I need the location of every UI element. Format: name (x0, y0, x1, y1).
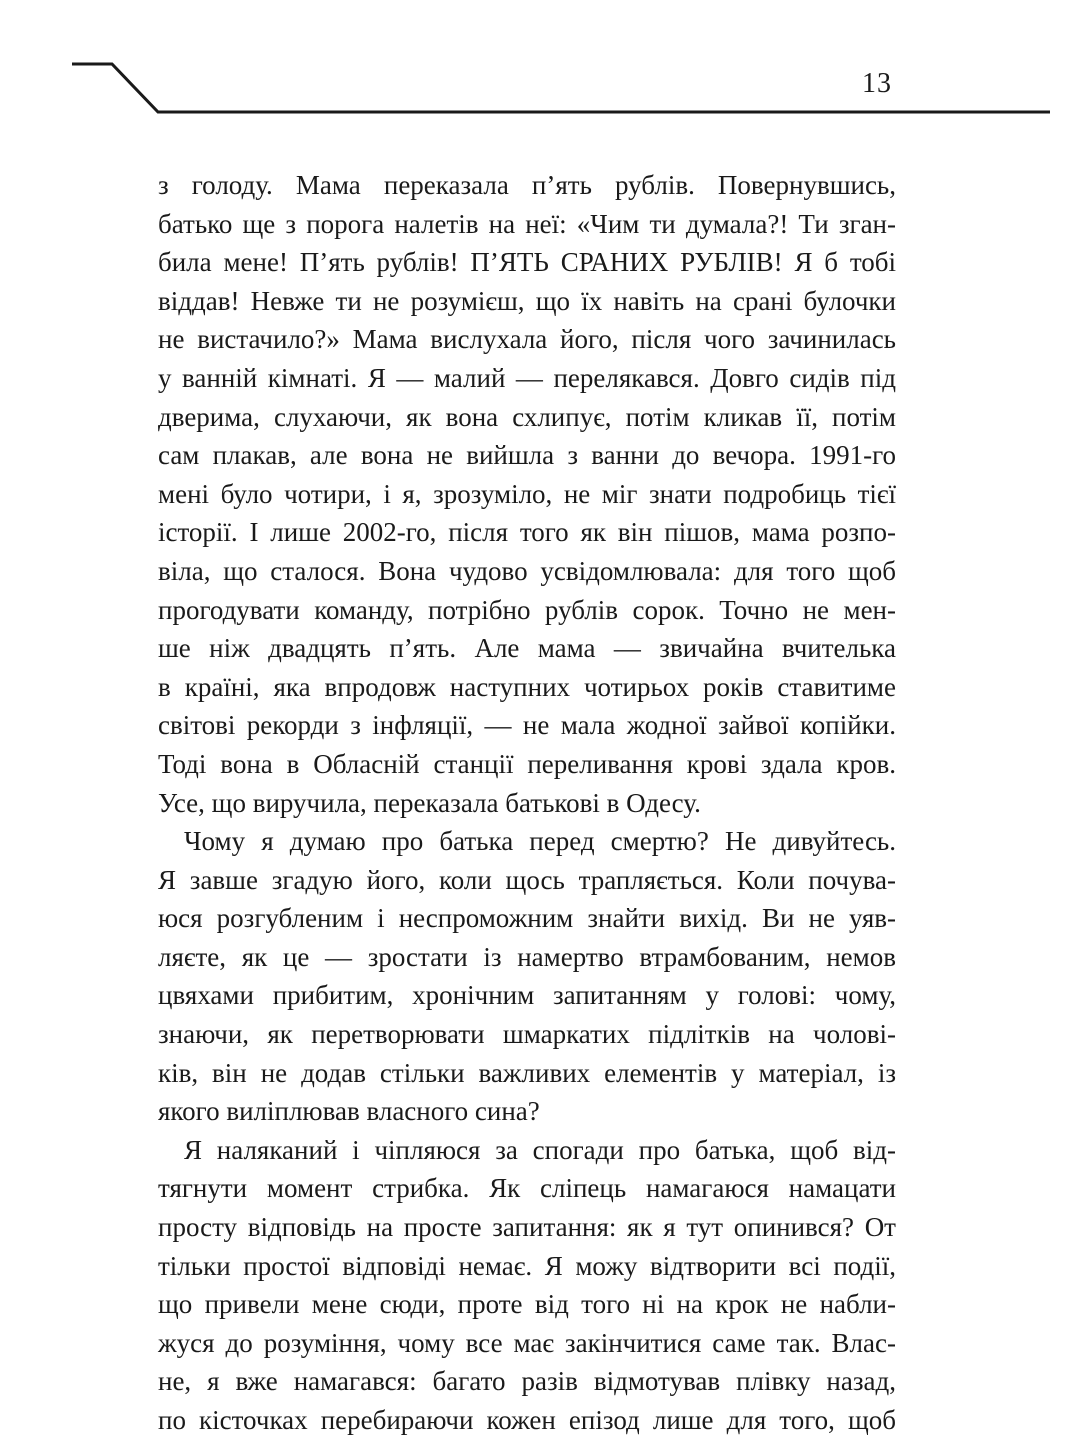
text-line: Тоді вона в Обласній станції переливання крові здала кров. (158, 748, 896, 779)
page-number: 13 (862, 68, 892, 99)
header-rule-line (72, 64, 1050, 112)
text-line: ше ніж двадцять п’ять. Але мама — звичайна вчителька (158, 633, 896, 664)
text-line: юся розгубленим і неспроможним знайти вихід. Ви не уяв- (158, 903, 896, 934)
header-rule (0, 0, 1080, 140)
text-line: дверима, слухаючи, як вона схлипує, потім кликав її, потім (158, 401, 896, 432)
text-line: не вистачило?» Мама вислухала його, після чого зачинилась (158, 324, 896, 355)
paragraph (158, 822, 896, 1131)
text-line: прогодувати команду, потрібно рублів сорок. Точно не мен- (158, 594, 896, 625)
text-line: знаючи, як перетворювати шмаркатих підлітків на чолові- (158, 1019, 896, 1050)
text-line: мені було чотири, і я, зрозуміло, не міг знати подробиць тієї (158, 478, 896, 509)
text-line: Я завше згадую його, коли щось трапляється. Коли почува- (158, 864, 896, 895)
text-line: якого виліплював власного сина? (158, 1096, 540, 1127)
text-line: Усе, що виручила, переказала батькові в Одесу. (158, 787, 701, 818)
paragraph (158, 1131, 896, 1440)
text-line: віла, що сталося. Вона чудово усвідомлювала: для того щоб (158, 555, 896, 586)
text-line: в країні, яка впродовж наступних чотирьох років ставитиме (158, 671, 896, 702)
text-line: що привели мене сюди, проте від того ні на крок не набли- (158, 1289, 896, 1320)
text-line: історії. І лише 2002-го, після того як він пішов, мама розпо- (158, 517, 896, 548)
text-line: сам плакав, але вона не вийшла з ванни до вечора. 1991-го (158, 440, 896, 471)
text-line: з голоду. Мама переказала п’ять рублів. Повернувшись, (158, 170, 896, 200)
text-line: по кісточках перебираючи кожен епізод лише для того, щоб (158, 1405, 896, 1435)
text-line: ків, він не додав стільки важливих елементів у матеріал, із (158, 1057, 896, 1088)
text-line: не, я вже намагався: багато разів відмотував плівку назад, (158, 1366, 896, 1397)
text-line: била мене! П’ять рублів! П’ЯТЬ СРАНИХ РУБЛІВ! Я б тобі (158, 247, 896, 278)
text-line: тільки простої відповіді немає. Я можу відтворити всі події, (158, 1250, 896, 1281)
text-line: віддав! Невже ти не розумієш, що їх навіть на срані булочки (158, 285, 896, 316)
text-line: жуся до розуміння, чому все має закінчитися саме так. Влас- (158, 1327, 896, 1358)
text-line: цвяхами прибитим, хронічним запитанням у голові: чому, (158, 980, 896, 1011)
text-line: тягнути момент стрибка. Як сліпець намагаюся намацати (158, 1173, 896, 1204)
text-line: Я наляканий і чіпляюся за спогади про батька, щоб від- (184, 1134, 896, 1165)
text-line: ляєте, як це — зростати із намертво втрамбованим, немов (158, 941, 896, 972)
paragraph (158, 166, 896, 822)
body-text (158, 166, 896, 1440)
text-line: світові рекорди з інфляції, — не мала жодної зайвої копійки. (158, 710, 896, 741)
text-line: батько ще з порога налетів на неї: «Чим ти думала?! Ти зган- (158, 208, 896, 239)
text-line: у ванній кімнаті. Я — малий — перелякався. Довго сидів під (158, 362, 896, 393)
text-line: Чому я думаю про батька перед смертю? Не дивуйтесь. (184, 826, 896, 857)
text-line: просту відповідь на просте запитання: як я тут опинився? От (158, 1212, 896, 1243)
